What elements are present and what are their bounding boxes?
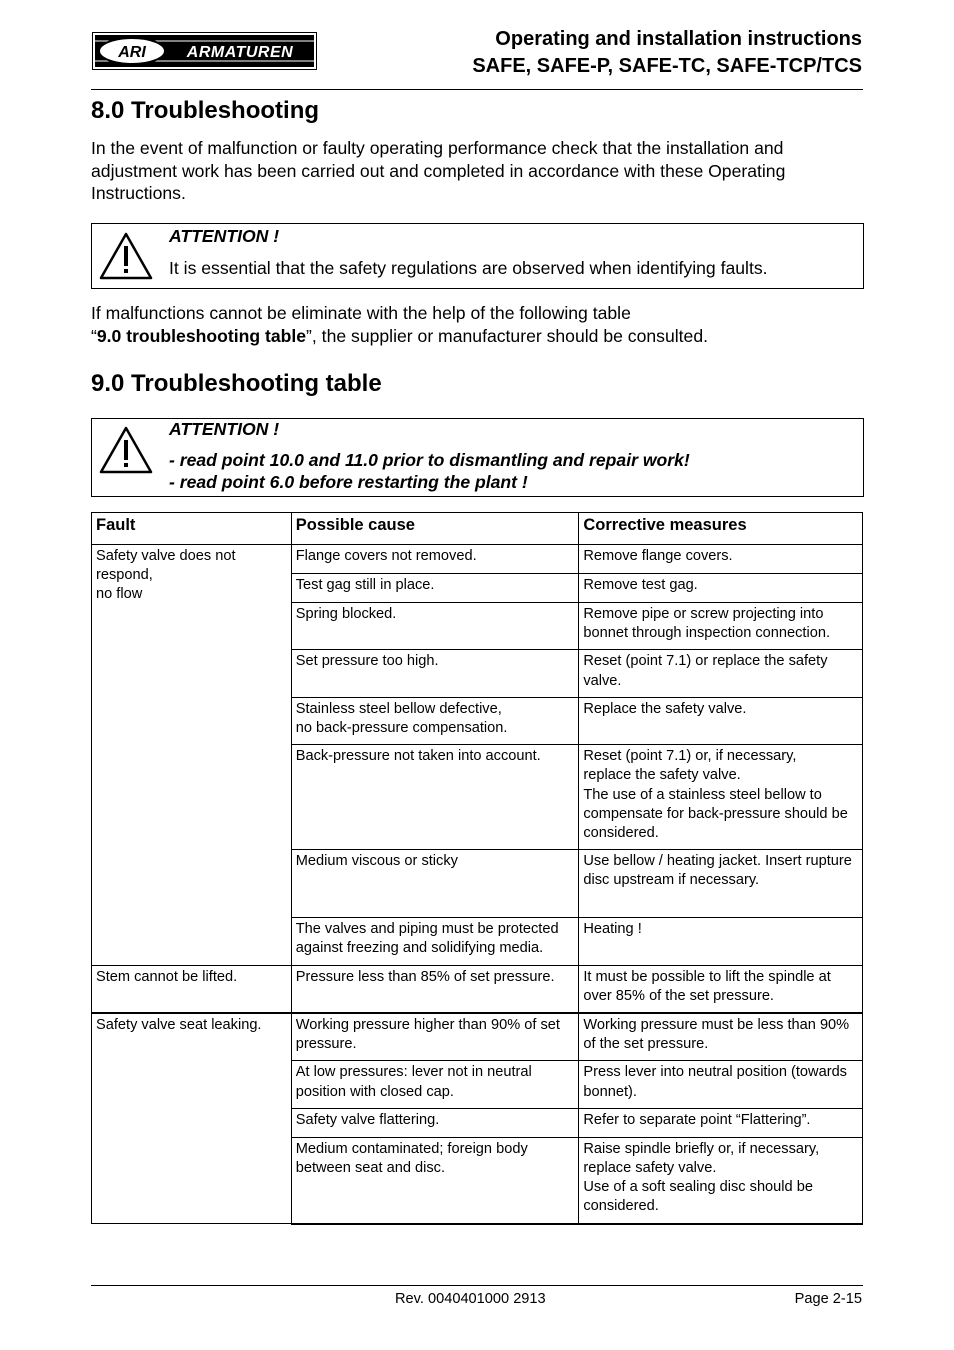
measure-cell xyxy=(579,650,863,697)
measure-text: Remove pipe or screw projecting into bonnet through inspection connection. xyxy=(583,606,831,642)
cause-text: Safety valve flattering. xyxy=(295,1111,440,1128)
header-possible-cause: Possible cause xyxy=(291,513,579,545)
measure-cell xyxy=(579,1108,863,1137)
document-title-line2: SAFE, SAFE-P, SAFE-TC, SAFE-TCP/TCS xyxy=(472,55,862,77)
cause-cell xyxy=(291,850,579,918)
consult-note-line1: If malfunctions cannot be eliminate with the help of the following table xyxy=(91,303,631,323)
svg-text:ARMATUREN: ARMATUREN xyxy=(186,44,294,61)
attention-line-1: - read point 10.0 and 11.0 prior to dismantling and repair work! xyxy=(169,450,690,470)
cause-text: Set pressure too high. xyxy=(295,653,439,670)
cause-cell xyxy=(291,745,579,850)
table-row xyxy=(92,1013,863,1061)
table-row xyxy=(92,965,863,1013)
measure-cell xyxy=(579,545,863,574)
fault-text: Safety valve seat leaking. xyxy=(96,1017,262,1034)
measure-text: Refer to separate point “Flattering”. xyxy=(583,1111,811,1128)
document-title xyxy=(472,26,862,80)
cause-cell xyxy=(291,965,579,1013)
section-9-heading: 9.0 Troubleshooting table xyxy=(91,370,382,397)
fault-text: Stem cannot be lifted. xyxy=(96,968,238,985)
attention-box-1 xyxy=(91,223,864,289)
attention-text: It is essential that the safety regulations are observed when identifying faults. xyxy=(169,258,768,278)
cause-text: The valves and piping must be protected against freezing and solidifying media. xyxy=(295,921,559,957)
revision-number: Rev. 0040401000 2913 xyxy=(395,1291,546,1307)
cause-cell xyxy=(291,697,579,744)
measure-text: Use bellow / heating jacket. Insert rupture disc upstream if necessary. xyxy=(583,853,852,889)
measure-text: Heating ! xyxy=(583,921,642,938)
header-fault: Fault xyxy=(92,513,292,545)
attention-title: ATTENTION ! xyxy=(169,419,280,439)
cause-cell xyxy=(291,1137,579,1223)
measure-text: Working pressure must be less than 90% of the set pressure. xyxy=(583,1017,850,1053)
measure-text: It must be possible to lift the spindle at over 85% of the set pressure. xyxy=(583,968,831,1004)
fault-cell xyxy=(92,965,292,1013)
measure-cell xyxy=(579,745,863,850)
measure-text: Press lever into neutral position (towards bonnet). xyxy=(583,1064,847,1100)
measure-cell xyxy=(579,697,863,744)
footer-divider xyxy=(91,1285,863,1286)
cause-cell xyxy=(291,650,579,697)
consult-note-rest: ”, the supplier or manufacturer should be consulted. xyxy=(306,325,708,346)
measure-text: Remove flange covers. xyxy=(583,548,733,564)
cause-text: At low pressures: lever not in neutral position with closed cap. xyxy=(295,1064,532,1100)
measure-text: Replace the safety valve. xyxy=(583,700,747,717)
cause-text: Spring blocked. xyxy=(295,606,397,622)
measure-cell xyxy=(579,850,863,918)
consult-note-quote-open: “ xyxy=(91,325,97,346)
table-header-row xyxy=(92,513,863,545)
cause-text: Flange covers not removed. xyxy=(295,548,477,564)
cause-cell xyxy=(291,545,579,574)
fault-text: Safety valve does not respond, no flow xyxy=(96,548,236,603)
fault-cell xyxy=(92,545,292,966)
attention-line-2: - read point 6.0 before restarting the plant ! xyxy=(169,472,528,492)
attention-box-2 xyxy=(91,418,864,497)
measure-cell xyxy=(579,965,863,1013)
measure-cell xyxy=(579,1061,863,1108)
consult-note xyxy=(91,302,863,347)
warning-triangle-icon xyxy=(98,425,154,475)
measure-text: Reset (point 7.1) or replace the safety valve. xyxy=(583,653,828,689)
header-corrective-measures: Corrective measures xyxy=(579,513,863,545)
document-title-line1: Operating and installation instructions xyxy=(495,28,862,50)
attention-title: ATTENTION ! xyxy=(169,226,280,246)
measure-cell xyxy=(579,574,863,603)
measure-cell xyxy=(579,1013,863,1061)
measure-text: Reset (point 7.1) or, if necessary, replace the safety valve. The use of a stainless steel bellow to compensate for back-pressure should be considered. xyxy=(583,748,848,842)
cause-text: Pressure less than 85% of set pressure. xyxy=(295,968,555,985)
section-8-heading: 8.0 Troubleshooting xyxy=(91,97,320,124)
cause-text: Test gag still in place. xyxy=(295,577,435,593)
cause-text: Working pressure higher than 90% of set pressure. xyxy=(295,1017,560,1053)
cause-cell xyxy=(291,603,579,650)
measure-cell xyxy=(579,918,863,965)
cause-text: Stainless steel bellow defective, no back-pressure compensation. xyxy=(295,700,508,737)
cause-text: Medium contaminated; foreign body between seat and disc. xyxy=(295,1140,528,1177)
table-row xyxy=(92,545,863,574)
fault-cell xyxy=(92,1013,292,1224)
measure-cell xyxy=(579,603,863,650)
cause-cell xyxy=(291,918,579,965)
troubleshooting-table xyxy=(91,512,863,1225)
header-divider xyxy=(91,89,863,90)
warning-triangle-icon xyxy=(98,231,154,281)
svg-text:ARI: ARI xyxy=(118,44,146,61)
measure-text: Remove test gag. xyxy=(583,577,698,593)
section-8-intro: In the event of malfunction or faulty operating performance check that the installation and adjustment work has been carried out and completed in accordance with these Operating Instructions. xyxy=(91,138,786,203)
cause-cell xyxy=(291,1061,579,1108)
cause-cell xyxy=(291,1013,579,1061)
cause-text: Medium viscous or sticky xyxy=(295,853,458,870)
page-number: Page 2-15 xyxy=(794,1291,862,1307)
consult-note-table-ref: 9.0 troubleshooting table xyxy=(96,325,307,346)
cause-text: Back-pressure not taken into account. xyxy=(295,748,541,765)
measure-text: Raise spindle briefly or, if necessary, replace safety valve. Use of a soft sealing disc should be considered. xyxy=(583,1140,820,1215)
cause-cell xyxy=(291,1108,579,1137)
ari-armaturen-logo xyxy=(92,32,317,70)
measure-cell xyxy=(579,1137,863,1223)
cause-cell xyxy=(291,574,579,603)
